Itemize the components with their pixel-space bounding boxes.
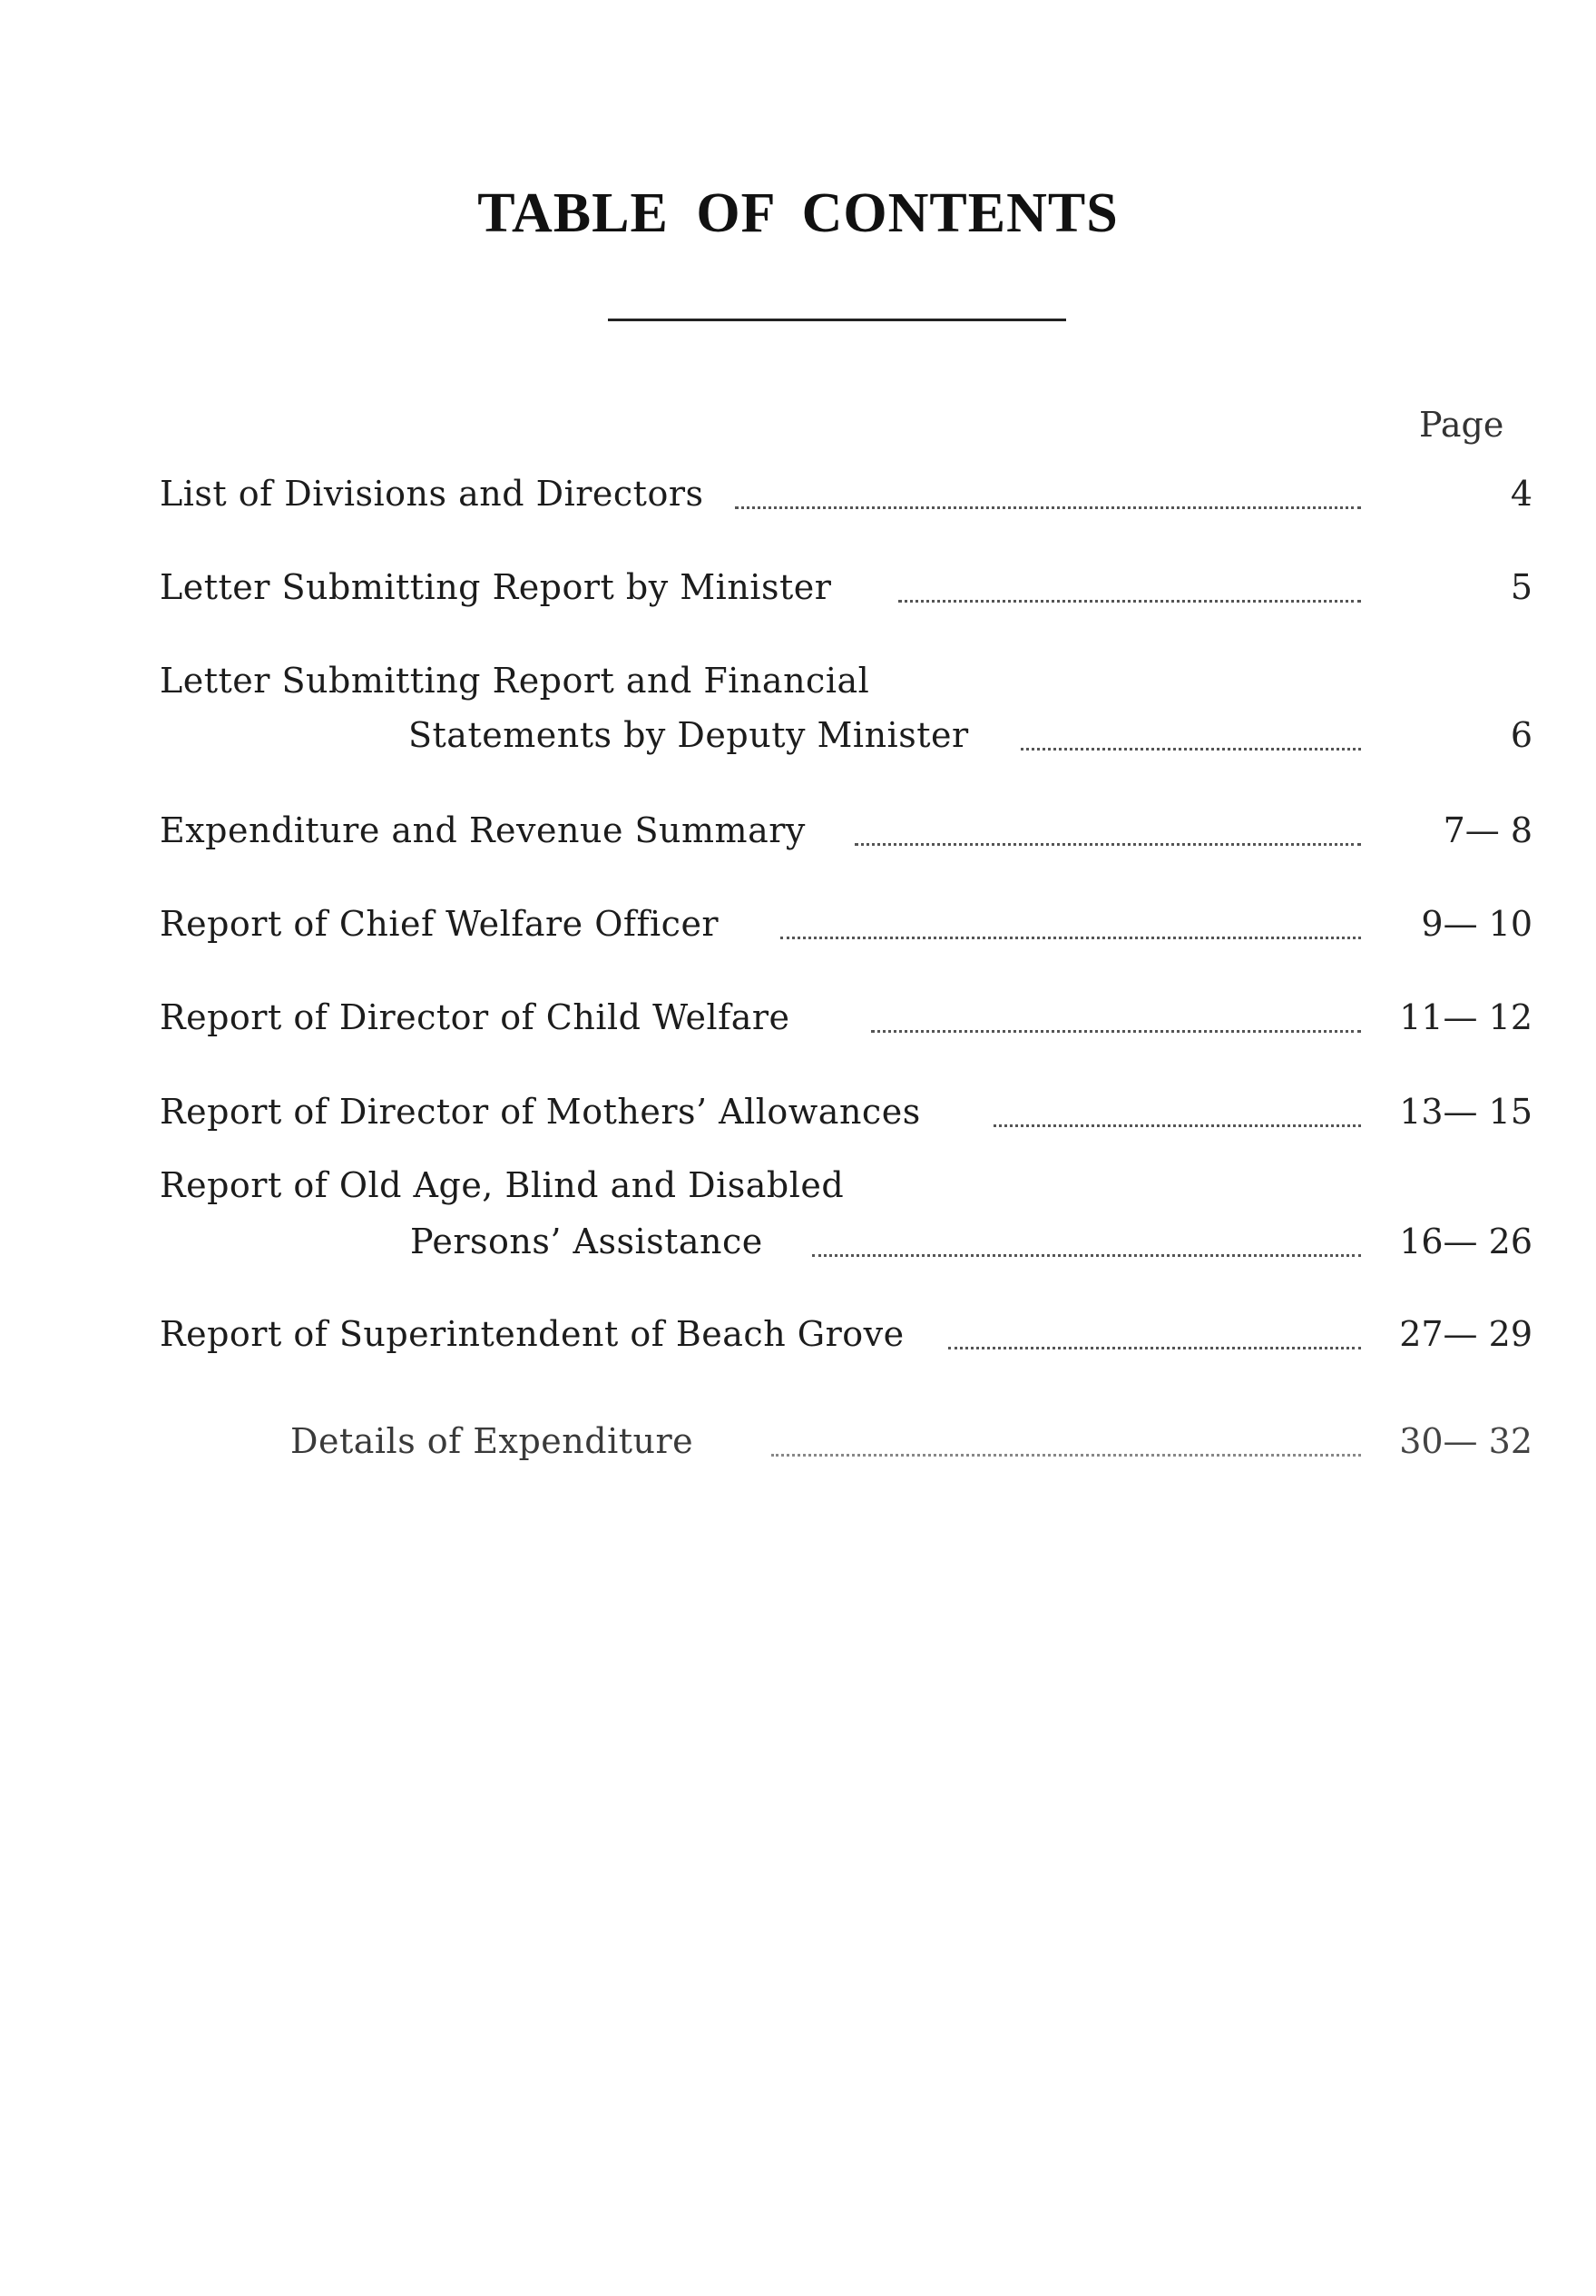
dot-leader [780, 937, 1361, 939]
dot-leader [855, 843, 1361, 846]
toc-entry-title: List of Divisions and Directors [160, 474, 704, 514]
toc-entry[interactable] [0, 1314, 1596, 1361]
toc-entry[interactable] [0, 1222, 1596, 1269]
toc-entry[interactable] [0, 474, 1596, 521]
toc-entry[interactable] [0, 810, 1596, 858]
toc-entry-pages: 13— 15 [1399, 1092, 1532, 1132]
toc-entry-title: Details of Expenditure [290, 1421, 694, 1461]
dot-leader [994, 1124, 1361, 1127]
toc-entry-title: Report of Chief Welfare Officer [160, 904, 720, 944]
dot-leader [898, 600, 1361, 603]
toc-entry[interactable] [0, 567, 1596, 614]
toc-entry-title-line1: Letter Submitting Report and Financial [160, 661, 870, 701]
toc-entry-pages: 5 [1510, 567, 1532, 607]
dot-leader [812, 1254, 1361, 1257]
toc-entry-pages: 30— 32 [1399, 1421, 1532, 1461]
toc-entry[interactable] [0, 904, 1596, 951]
toc-entry-title: Expenditure and Revenue Summary [160, 810, 806, 850]
toc-entry-pages: 9— 10 [1421, 904, 1532, 944]
toc-entry-pages: 7— 8 [1443, 810, 1532, 850]
toc-entry-pages: 11— 12 [1399, 997, 1532, 1037]
toc-entry-pages: 27— 29 [1399, 1314, 1532, 1354]
title-underline [608, 319, 1066, 321]
toc-entry-title: Letter Submitting Report by Minister [160, 567, 832, 607]
toc-entry-title: Report of Director of Mothers’ Allowances [160, 1092, 921, 1132]
dot-leader [948, 1347, 1361, 1349]
toc-entry[interactable] [0, 1092, 1596, 1139]
toc-entry-pages: 6 [1510, 715, 1532, 755]
dot-leader [735, 506, 1361, 509]
page-title: TABLE OF CONTENTS [477, 182, 1119, 244]
toc-entry[interactable] [0, 997, 1596, 1045]
dot-leader [1021, 748, 1361, 751]
page-column-header: Page [1419, 405, 1504, 445]
dot-leader [771, 1454, 1361, 1457]
toc-entry[interactable] [0, 715, 1596, 762]
toc-entry-title: Persons’ Assistance [410, 1222, 763, 1261]
toc-entry-title-line1: Report of Old Age, Blind and Disabled [160, 1165, 845, 1205]
toc-entry[interactable] [0, 1421, 1596, 1468]
toc-entry-title: Report of Director of Child Welfare [160, 997, 790, 1037]
toc-entry-title: Report of Superintendent of Beach Grove [160, 1314, 905, 1354]
toc-entry-title: Statements by Deputy Minister [408, 715, 969, 755]
dot-leader [871, 1030, 1361, 1033]
toc-entry-pages: 16— 26 [1399, 1222, 1532, 1261]
toc-entry-pages: 4 [1510, 474, 1532, 514]
